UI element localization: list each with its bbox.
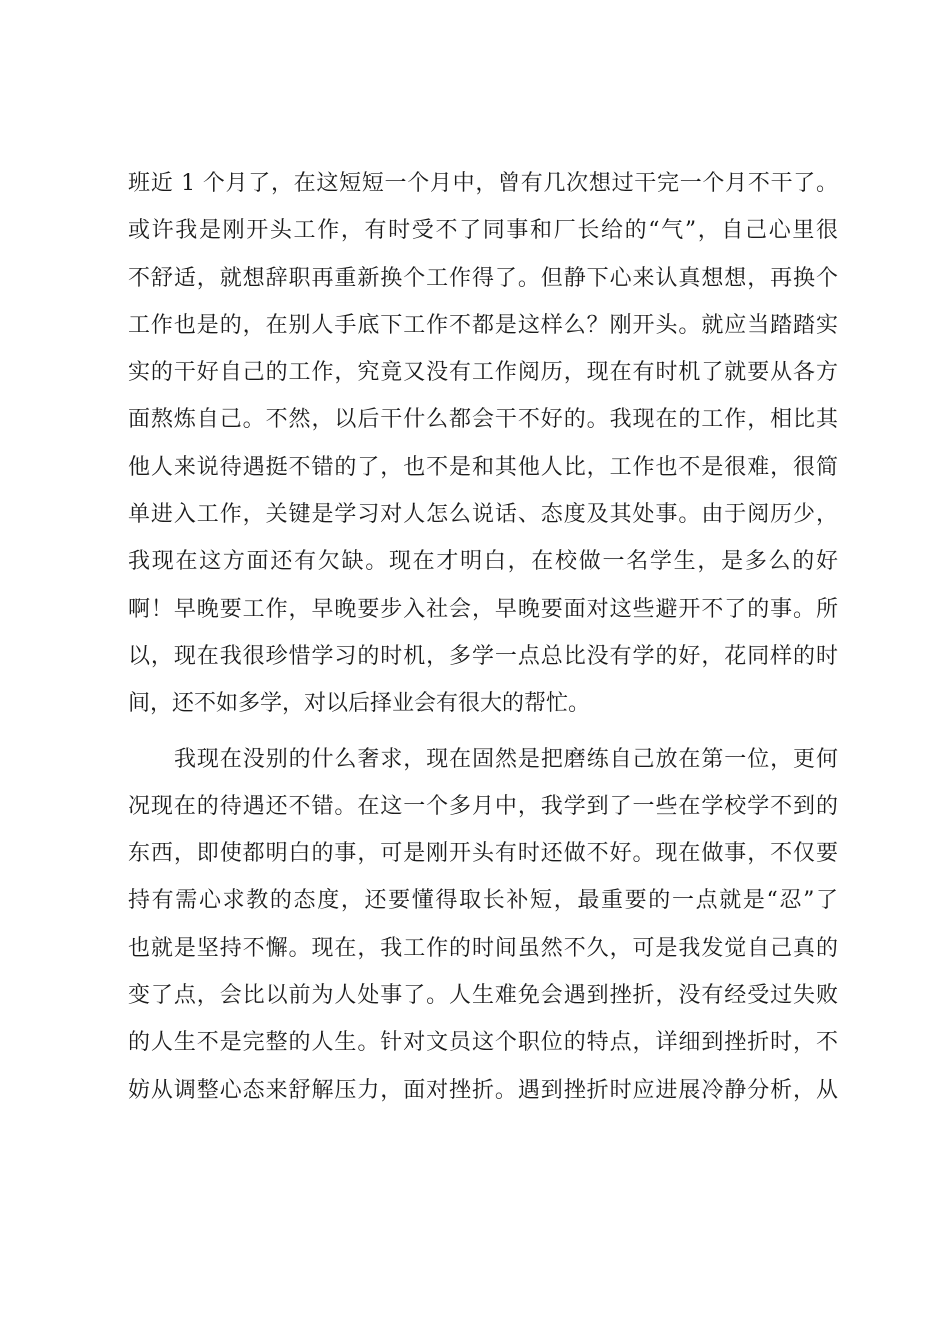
paragraph-line: 啊！早晚要工作，早晚要步入社会，早晚要面对这些避开不了的事。所 <box>128 596 838 622</box>
paragraph-line: 班近 1 个月了，在这短短一个月中，曾有几次想过干完一个月不干了。 <box>128 171 838 196</box>
paragraph-line: 工作也是的，在别人手底下工作不都是这样么？刚开头。就应当踏踏实 <box>128 312 838 338</box>
paragraph-line: 单进入工作，关键是学习对人怎么说话、态度及其处事。由于阅历少， <box>128 502 838 528</box>
document-body <box>128 160 838 1114</box>
paragraph-line: 我现在这方面还有欠缺。现在才明白，在校做一名学生，是多么的好 <box>128 549 838 575</box>
paragraph-line: 我现在没别的什么奢求，现在固然是把磨练自己放在第一位，更何 <box>174 746 838 772</box>
paragraph-line: 东西，即使都明白的事，可是刚开头有时还做不好。现在做事，不仅要 <box>128 841 838 867</box>
paragraph-line: 间，还不如多学，对以后择业会有很大的帮忙。 <box>128 691 591 717</box>
paragraph-line: 妨从调整心态来舒解压力，面对挫折。遇到挫折时应进展冷静分析，从 <box>128 1077 838 1103</box>
paragraph-line: 或许我是刚开头工作，有时受不了同事和厂长给的“气”，自己心里很 <box>128 218 838 244</box>
paragraph-line: 实的干好自己的工作，究竟又没有工作阅历，现在有时机了就要从各方 <box>128 360 838 386</box>
paragraph-line: 的人生不是完整的人生。针对文员这个职位的特点，详细到挫折时，不 <box>128 1030 838 1056</box>
paragraph-line: 不舒适，就想辞职再重新换个工作得了。但静下心来认真想想，再换个 <box>128 265 838 291</box>
paragraph-line: 变了点，会比以前为人处事了。人生难免会遇到挫折，没有经受过失败 <box>128 983 838 1009</box>
paragraph-2 <box>128 736 838 1114</box>
paragraph-line: 以，现在我很珍惜学习的时机，多学一点总比没有学的好，花同样的时 <box>128 643 838 669</box>
paragraph-spacer <box>128 728 838 736</box>
paragraph-line: 他人来说待遇挺不错的了，也不是和其他人比，工作也不是很难，很简 <box>128 454 838 480</box>
paragraph-line: 持有需心求教的态度，还要懂得取长补短，最重要的一点就是“忍”了 <box>128 888 838 914</box>
paragraph-line: 面熬炼自己。不然，以后干什么都会干不好的。我现在的工作，相比其 <box>128 407 838 433</box>
paragraph-line: 况现在的待遇还不错。在这一个多月中，我学到了一些在学校学不到的 <box>128 793 838 819</box>
paragraph-line: 也就是坚持不懈。现在，我工作的时间虽然不久，可是我发觉自己真的 <box>128 935 838 961</box>
paragraph-1 <box>128 160 838 728</box>
